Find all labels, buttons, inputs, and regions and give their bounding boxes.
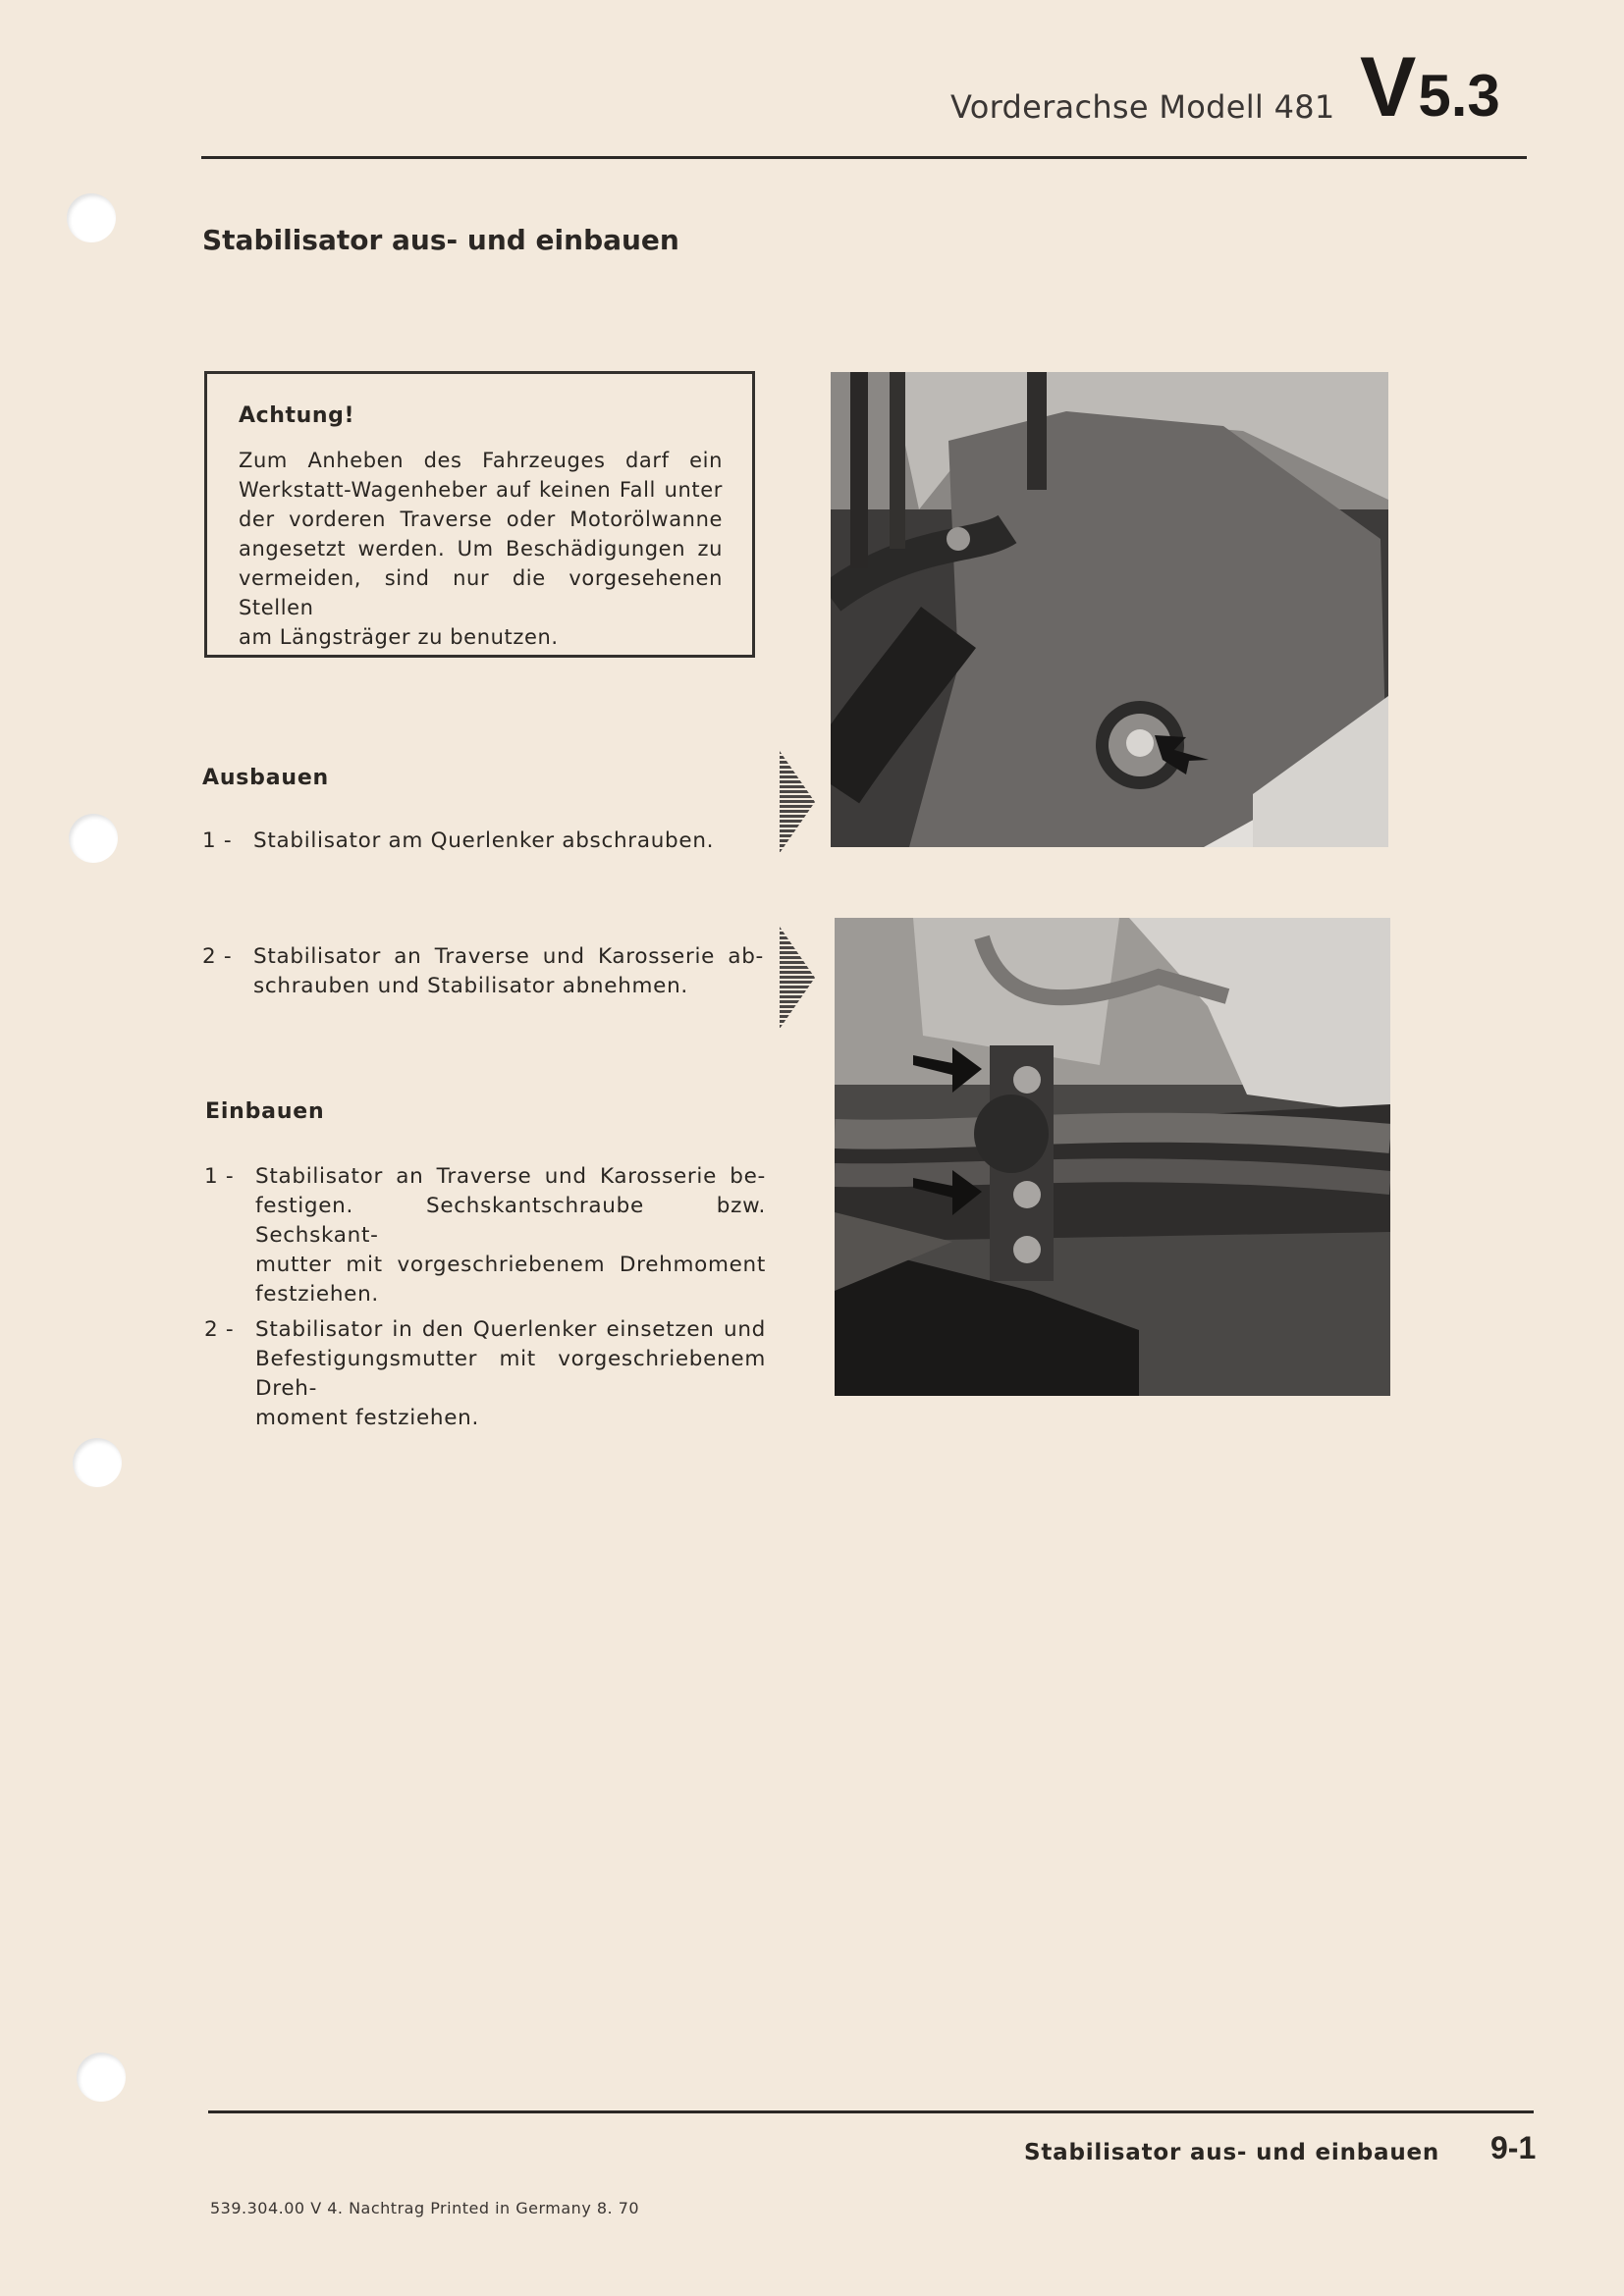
einbauen-heading: Einbauen [205, 1099, 325, 1124]
step-text: mutter mit vorgeschriebenem Drehmoment [255, 1253, 766, 1277]
step-text: festziehen. [255, 1282, 379, 1307]
stabilizer-link-photo [831, 372, 1388, 847]
warning-line: am Längsträger zu benutzen. [239, 625, 559, 649]
warning-line: Werkstatt-Wagenheber auf keinen Fall unter [239, 478, 723, 502]
ausbauen-step-1 [202, 827, 767, 856]
step-text: Stabilisator am Querlenker abschrauben. [253, 828, 715, 853]
binder-hole [77, 2053, 126, 2102]
stabilizer-mount-photo [835, 918, 1390, 1396]
section-code-letter: V [1360, 40, 1417, 134]
pointer-arrow-icon [780, 927, 815, 1029]
page-number: 9-1 [1490, 2130, 1537, 2165]
page-title: Stabilisator aus- und einbauen [202, 224, 679, 256]
einbauen-step-1 [204, 1162, 766, 1309]
print-info: 539.304.00 V 4. Nachtrag Printed in Germany 8. 70 [210, 2199, 640, 2217]
binder-hole [67, 193, 116, 242]
warning-line: vermeiden, sind nur die vorgesehenen Stellen [239, 566, 723, 619]
warning-line: angesetzt werden. Um Beschädigungen zu [239, 537, 723, 561]
step-text: moment festziehen. [255, 1406, 479, 1430]
section-code [1360, 39, 1500, 136]
einbauen-step-2 [204, 1315, 766, 1433]
binder-hole [73, 1438, 122, 1487]
step-text: Stabilisator an Traverse und Karosserie ab- [253, 944, 764, 969]
step-text: Stabilisator in den Querlenker einsetzen und [255, 1317, 766, 1342]
header-rule [201, 156, 1527, 159]
step-text: festigen. Sechskantschraube bzw. Sechskant- [255, 1194, 766, 1248]
step-number: 1 - [202, 828, 233, 853]
warning-heading: Achtung! [239, 403, 355, 428]
warning-line: Zum Anheben des Fahrzeuges darf ein [239, 449, 723, 472]
footer-rule [208, 2110, 1534, 2113]
step-text: Stabilisator an Traverse und Karosserie be- [255, 1164, 766, 1189]
section-code-number: 5.3 [1418, 63, 1500, 129]
step-number: 2 - [204, 1317, 235, 1342]
header-title: Vorderachse Modell 481 [950, 88, 1335, 126]
step-text: schrauben und Stabilisator abnehmen. [253, 974, 688, 998]
binder-hole [69, 814, 118, 863]
warning-line: der vorderen Traverse oder Motorölwanne [239, 507, 723, 531]
footer-title: Stabilisator aus- und einbauen [1024, 2140, 1440, 2165]
ausbauen-step-2 [202, 942, 764, 1001]
warning-box [204, 371, 755, 658]
step-number: 1 - [204, 1164, 235, 1189]
pointer-arrow-icon [780, 751, 815, 853]
step-text: Befestigungsmutter mit vorgeschriebenem Dreh- [255, 1347, 766, 1401]
step-number: 2 - [202, 944, 233, 969]
ausbauen-heading: Ausbauen [202, 766, 330, 790]
